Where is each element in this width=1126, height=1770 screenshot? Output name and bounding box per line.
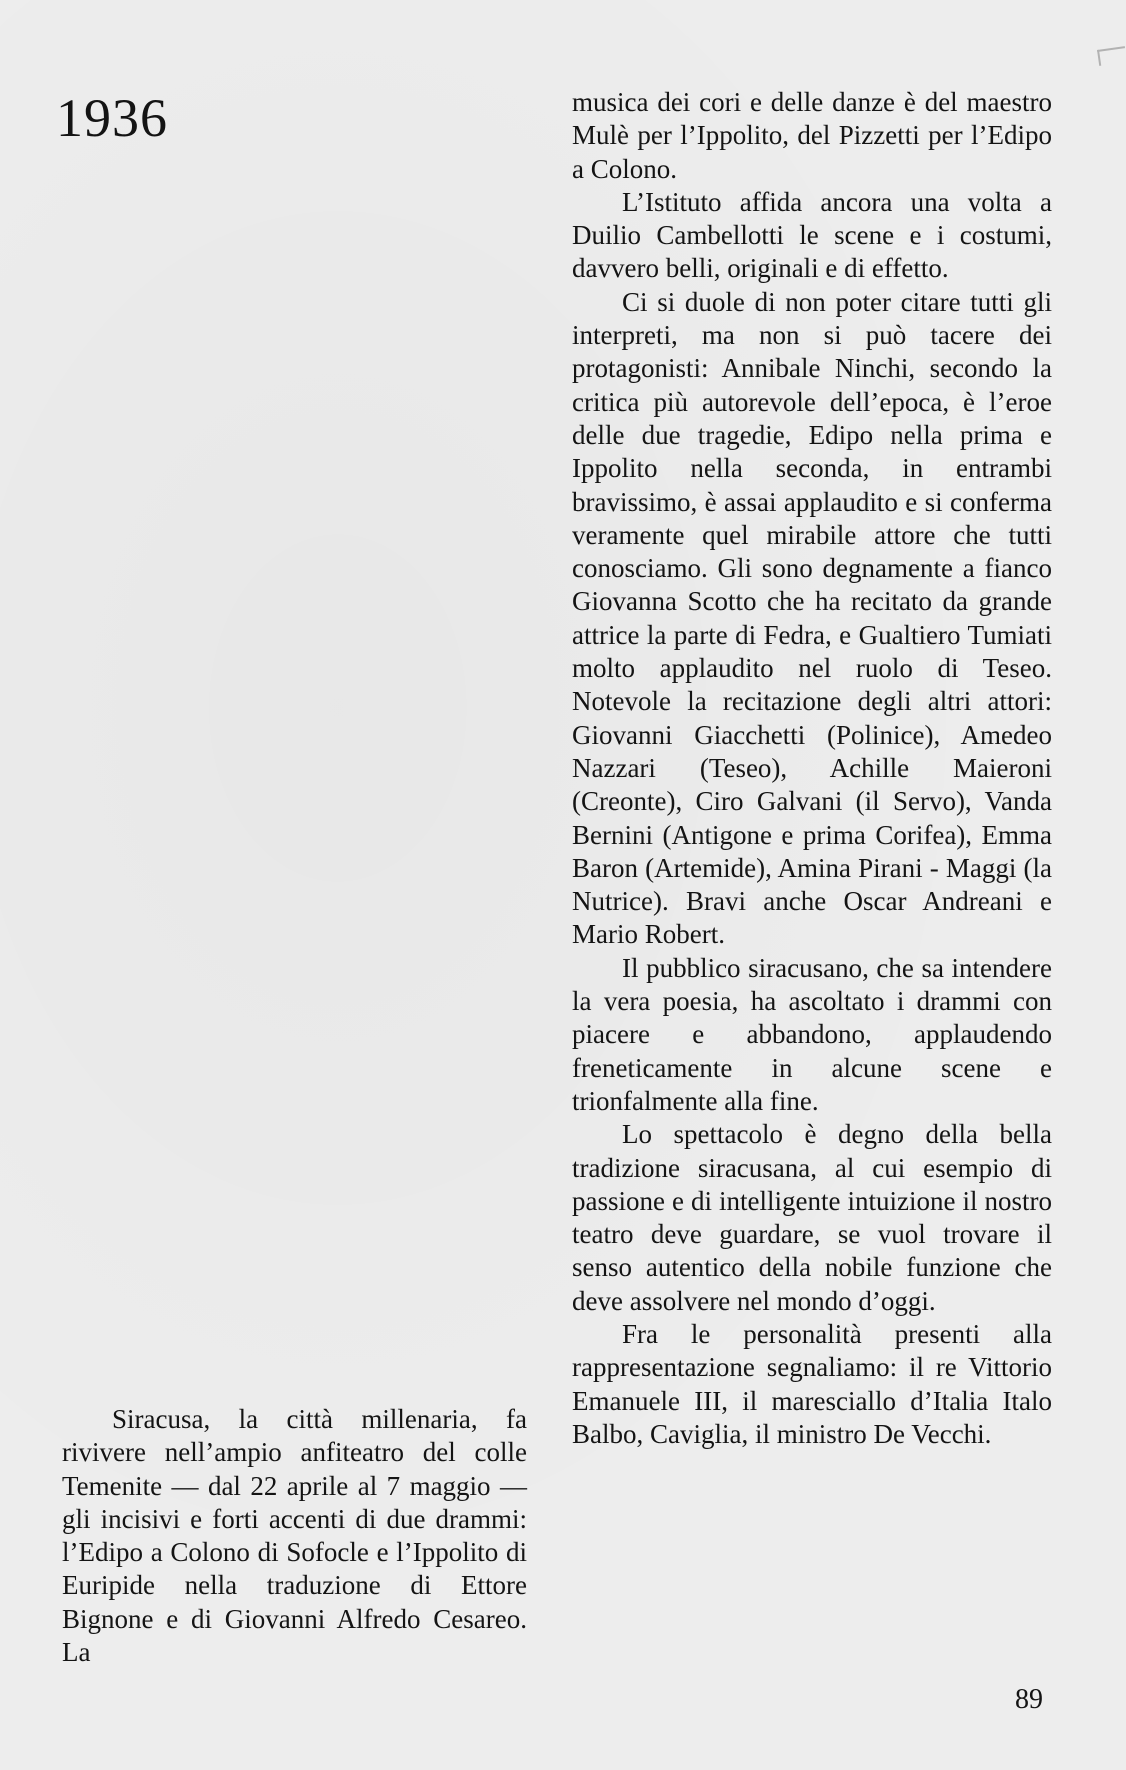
paragraph-actors: Ci si duole di non poter citare tutti gli interpreti, ma non si può tacere dei protagonisti: Annibale Ninchi, secondo la critica più autorevole dell’epoca, è l’eroe delle due tragedie, Edipo nella prima e Ippolito nella seconda, in entrambi bravissimo, è assai applaudito e si conferma veramente quel mirabile attore che tutti conosciamo. Gli sono degnamente a fianco Giovanna Scotto che ha recitato da grande attrice la parte di Fedra, e Gualtiero Tumiati molto applaudito nel ruolo di Teseo. Notevole la recitazione degli altri attori: Giovanni Giacchetti (Polinice), Amedeo Nazzari (Teseo), Achille Maieroni (Creonte), Ciro Galvani (il Servo), Vanda Bernini (Antigone e prima Corifea), Emma Baron (Artemide), Amina Pirani - Maggi (la Nutrice). Bravi anche Oscar Andreani e Mario Robert.	[572, 286, 1052, 950]
page-corner-mark	[1097, 46, 1126, 66]
paragraph-audience: Il pubblico siracusano, che sa intendere la vera poesia, ha ascoltato i drammi con piacere e abbandono, applaudendo freneticamente in alcune scene e trionfalmente alla fine.	[572, 952, 1052, 1116]
left-text-column	[62, 1403, 527, 1669]
paragraph-music: musica dei cori e delle danze è del maestro Mulè per l’Ippolito, del Pizzetti per l’Edipo a Colono.	[572, 87, 1052, 184]
page-year-heading: 1936	[56, 88, 168, 148]
right-text-column	[572, 86, 1052, 1451]
paragraph-scenery: L’Istituto affida ancora una volta a Duilio Cambellotti le scene e i costumi, davvero belli, originali e di effetto.	[572, 186, 1052, 284]
paragraph-personalities: Fra le personalità presenti alla rappresentazione segnaliamo: il re Vittorio Emanuele III, il maresciallo d’Italia Italo Balbo, Caviglia, il ministro De Vecchi.	[572, 1318, 1052, 1449]
paragraph-tradition: Lo spettacolo è degno della bella tradizione siracusana, al cui esempio di passione e di intelligente intuizione il nostro teatro deve guardare, se vuol trovare il senso autentico della nobile funzione che deve assolvere nel mondo d’oggi.	[572, 1119, 1052, 1316]
page-number: 89	[1015, 1684, 1043, 1715]
paragraph-intro: Siracusa, la città millenaria, fa rivivere nell’ampio anfiteatro del colle Temenite — dal 22 aprile al 7 maggio — gli incisivi e forti accenti di due drammi: l’Edipo a Colono di Sofocle e l’Ippolito di Euripide nella traduzione di Ettore Bignone e di Giovanni Alfredo Cesareo. La	[62, 1404, 527, 1668]
